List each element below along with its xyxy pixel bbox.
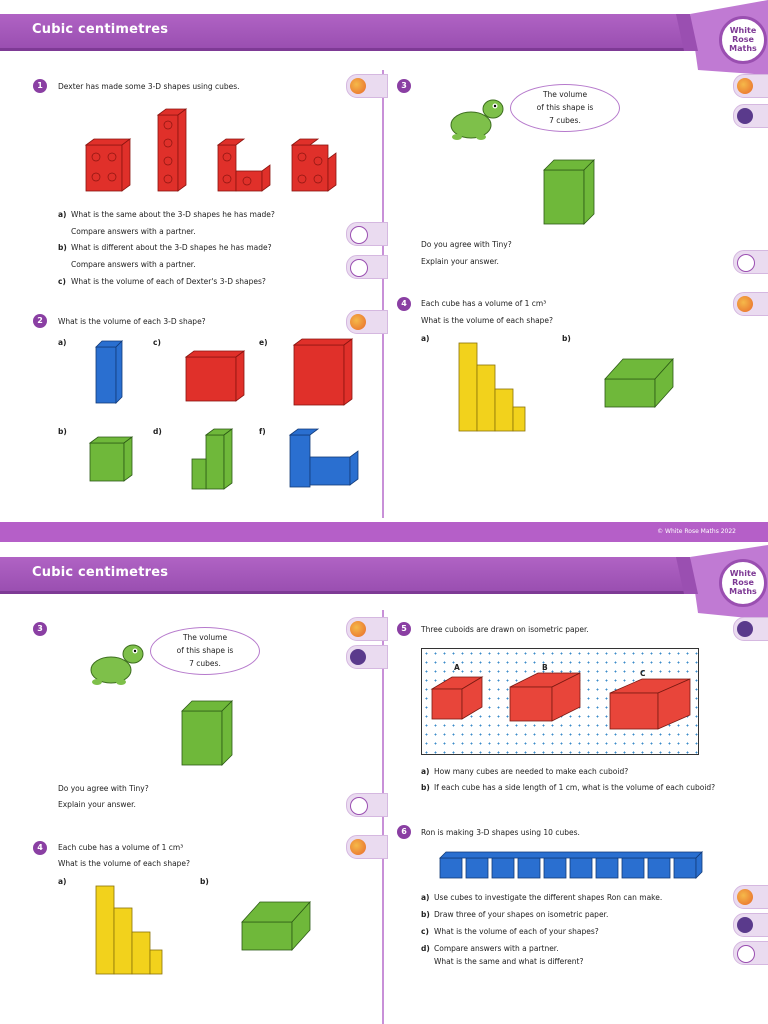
column-divider bbox=[382, 70, 384, 518]
logo-word-2: Rose bbox=[732, 578, 754, 587]
speech-cloud-icon bbox=[350, 226, 368, 244]
q2-shapes bbox=[80, 335, 360, 505]
pen-icon bbox=[737, 108, 753, 124]
part-label: a) bbox=[421, 893, 430, 902]
question-part-a-sub: Compare answers with a partner. bbox=[71, 227, 196, 236]
white-rose-maths-logo bbox=[719, 16, 767, 64]
question-text: Ron is making 3-D shapes using 10 cubes. bbox=[421, 828, 580, 837]
reasoning-badge bbox=[346, 645, 388, 669]
question-text: What is the volume of each shape? bbox=[421, 316, 554, 325]
part-label: b) bbox=[200, 877, 209, 886]
question-part-d-sub: What is the same and what is different? bbox=[434, 957, 584, 966]
question-text: What is the volume of each 3-D shape? bbox=[58, 317, 206, 326]
column-divider bbox=[382, 610, 384, 1024]
pencil-icon bbox=[737, 917, 753, 933]
resource-badge bbox=[733, 74, 768, 98]
logo-word-3: Maths bbox=[729, 44, 757, 53]
cubes-icon bbox=[737, 889, 753, 905]
logo-word-2: Rose bbox=[732, 35, 754, 44]
reasoning-badge bbox=[733, 104, 768, 128]
part-label: d) bbox=[421, 944, 430, 953]
question-part-c: What is the volume of each of Dexter's 3-D shapes? bbox=[71, 277, 266, 286]
bubble-line: 7 cubes. bbox=[189, 659, 221, 668]
speech-bubble bbox=[510, 84, 620, 132]
cuboid-label: A bbox=[454, 663, 460, 672]
cuboid-label: C bbox=[640, 669, 646, 678]
part-label: b) bbox=[562, 334, 571, 343]
question-number: 4 bbox=[397, 297, 411, 311]
discuss-badge bbox=[346, 255, 388, 279]
tiny-turtle-image bbox=[85, 640, 155, 690]
question-number: 3 bbox=[397, 79, 411, 93]
part-label: c) bbox=[58, 277, 66, 286]
cubes-icon bbox=[350, 78, 366, 94]
question-text: Do you agree with Tiny? bbox=[421, 240, 512, 249]
cubes-icon bbox=[737, 296, 753, 312]
question-number: 6 bbox=[397, 825, 411, 839]
cuboid-label: B bbox=[542, 663, 548, 672]
question-text: Each cube has a volume of 1 cm³ bbox=[58, 843, 184, 852]
part-label: a) bbox=[421, 767, 430, 776]
logo-word-1: White bbox=[729, 26, 757, 35]
question-part-c: What is the volume of each of your shapes? bbox=[434, 927, 599, 936]
page-separator-band bbox=[0, 522, 768, 542]
speech-cloud-icon bbox=[350, 797, 368, 815]
tiny-turtle-image bbox=[445, 95, 515, 145]
question-part-b-sub: Compare answers with a partner. bbox=[71, 260, 196, 269]
part-label: d) bbox=[153, 427, 162, 436]
bubble-line: of this shape is bbox=[176, 646, 234, 655]
part-label: a) bbox=[58, 877, 67, 886]
part-label: a) bbox=[58, 338, 67, 347]
discuss-badge bbox=[733, 250, 768, 274]
question-text: Three cuboids are drawn on isometric paper. bbox=[421, 625, 589, 634]
question-text: Each cube has a volume of 1 cm³ bbox=[421, 299, 547, 308]
cubes-icon bbox=[737, 78, 753, 94]
draw-badge bbox=[733, 913, 768, 937]
part-label: b) bbox=[421, 910, 430, 919]
resource-badge bbox=[346, 617, 388, 641]
question-part-d: Compare answers with a partner. bbox=[434, 944, 559, 953]
cubes-icon bbox=[350, 621, 366, 637]
question-number: 1 bbox=[33, 79, 47, 93]
question-number: 5 bbox=[397, 622, 411, 636]
q4-shapes bbox=[455, 335, 675, 435]
resource-badge bbox=[346, 310, 388, 334]
question-number: 2 bbox=[33, 314, 47, 328]
question-part-a: Use cubes to investigate the different shapes Ron can make. bbox=[434, 893, 663, 902]
pen-icon bbox=[737, 621, 753, 637]
bubble-line: The volume bbox=[182, 633, 228, 642]
cuboids-drawing bbox=[422, 649, 698, 754]
dexter-shapes bbox=[80, 105, 340, 200]
part-label: b) bbox=[58, 427, 67, 436]
part-label: f) bbox=[259, 427, 266, 436]
bubble-line: of this shape is bbox=[536, 103, 594, 112]
part-label: b) bbox=[58, 243, 67, 252]
copyright-text: © White Rose Maths 2022 bbox=[657, 528, 736, 535]
bubble-line: 7 cubes. bbox=[549, 116, 581, 125]
part-label: e) bbox=[259, 338, 268, 347]
question-number: 3 bbox=[33, 622, 47, 636]
green-cube-shape bbox=[540, 150, 600, 228]
page-2 bbox=[0, 545, 768, 1024]
logo-word-3: Maths bbox=[729, 587, 757, 596]
part-label: c) bbox=[421, 927, 429, 936]
logo-word-1: White bbox=[729, 569, 757, 578]
question-part-b: If each cube has a side length of 1 cm, what is the volume of each cuboid? bbox=[434, 783, 716, 792]
part-label: b) bbox=[421, 783, 430, 792]
speech-bubble bbox=[150, 627, 260, 675]
bubble-line: The volume bbox=[542, 90, 588, 99]
q4-shapes bbox=[92, 878, 314, 978]
isometric-paper bbox=[421, 648, 699, 755]
question-part-a: What is the same about the 3-D shapes he has made? bbox=[71, 210, 275, 219]
cubes-icon bbox=[350, 839, 366, 855]
resource-badge bbox=[733, 292, 768, 316]
resource-badge bbox=[346, 835, 388, 859]
question-text: What is the volume of each shape? bbox=[58, 859, 191, 868]
green-cube-shape bbox=[178, 691, 238, 769]
pen-icon bbox=[350, 649, 366, 665]
white-rose-maths-logo bbox=[719, 559, 767, 607]
page-header-banner bbox=[0, 14, 690, 51]
ten-blue-cubes bbox=[438, 850, 710, 880]
speech-cloud-icon bbox=[737, 945, 755, 963]
page-title: Cubic centimetres bbox=[32, 22, 169, 37]
part-label: a) bbox=[421, 334, 430, 343]
question-part-a: How many cubes are needed to make each cuboid? bbox=[434, 767, 629, 776]
question-text: Dexter has made some 3-D shapes using cubes. bbox=[58, 82, 240, 91]
question-part-b: What is different about the 3-D shapes he has made? bbox=[71, 243, 272, 252]
question-text: Explain your answer. bbox=[421, 257, 499, 266]
speech-cloud-icon bbox=[737, 254, 755, 272]
speech-cloud-icon bbox=[350, 259, 368, 277]
question-part-b: Draw three of your shapes on isometric paper. bbox=[434, 910, 609, 919]
part-label: a) bbox=[58, 210, 67, 219]
page-title: Cubic centimetres bbox=[32, 565, 169, 580]
reasoning-badge bbox=[733, 617, 768, 641]
cubes-icon bbox=[350, 314, 366, 330]
question-text: Do you agree with Tiny? bbox=[58, 784, 149, 793]
question-text: Explain your answer. bbox=[58, 800, 136, 809]
discuss-badge bbox=[346, 222, 388, 246]
part-label: c) bbox=[153, 338, 161, 347]
resource-badge bbox=[346, 74, 388, 98]
page-header-banner bbox=[0, 557, 690, 594]
discuss-badge bbox=[346, 793, 388, 817]
discuss-badge bbox=[733, 941, 768, 965]
resource-badge bbox=[733, 885, 768, 909]
question-number: 4 bbox=[33, 841, 47, 855]
